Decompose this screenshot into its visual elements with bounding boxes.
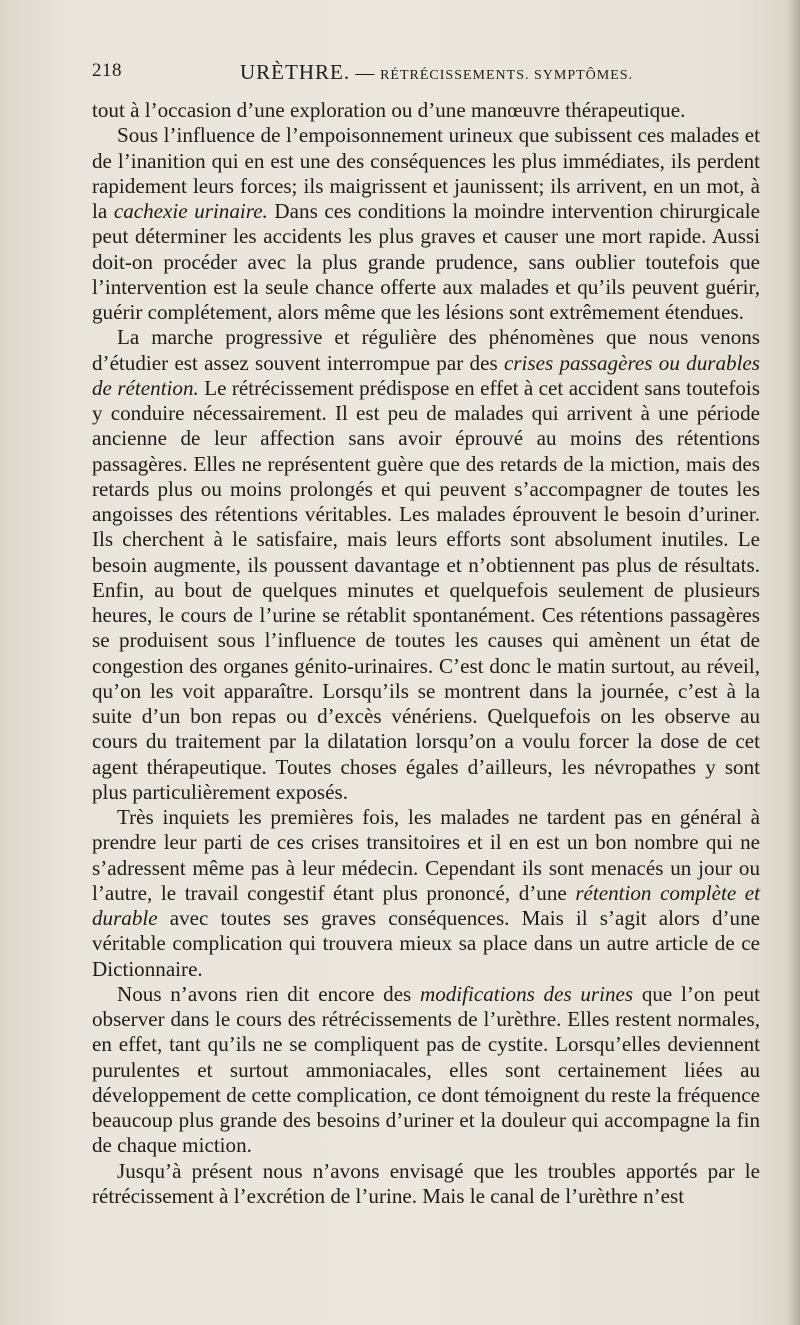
header-subtitle: RÉTRÉCISSEMENTS. SYMPTÔMES. bbox=[380, 68, 634, 83]
text-run: La marche progressive et régulière des phénomènes que nous venons d’étudier est assez souvent interrompue par des bbox=[92, 325, 760, 375]
italic-term: rétention complète et durable bbox=[92, 880, 761, 930]
paragraph bbox=[92, 123, 760, 325]
text-run: Dans ces conditions la moindre intervention chirurgicale peut déterminer les accidents les plus graves et causer une mort rapide. Aussi doit-on procéder avec la plus grande prudence, sans oublier toutefois que l’intervention est la seule chance offerte aux malades et qu’ils peuvent guérir, guérir complétement, alors même que les lésions sont extrêmement étendues. bbox=[92, 199, 760, 324]
running-title bbox=[240, 60, 633, 85]
text-run: tout à l’occasion d’une exploration ou d’une manœuvre thérapeutique. bbox=[92, 98, 686, 122]
body-text bbox=[92, 98, 760, 1209]
text-run: Le rétrécissement prédispose en effet à cet accident sans toutefois y conduire nécessairement. Il est peu de malades qui arrivent à une période ancienne de leur affection sans avoir éprouvé au moins des rétentions passagères. Elles ne représentent guère que des retards de la miction, mais des retards plus ou moins prolongés et qui peuvent s’accompagner de toutes les angoisses des rétentions véritables. Les malades éprouvent le besoin d’uriner. Ils cherchent à le satisfaire, mais leurs efforts sont absolument inutiles. Le besoin augmente, ils poussent davantage et n’obtiennent pas plus de résultats. Enfin, au bout de quelques minutes et quelquefois seulement de plusieurs heures, le cours de l’urine se rétablit spontanément. Ces rétentions passagères se produisent sous l’influence de toutes les causes qui amènent un état de congestion des organes génito-urinaires. C’est donc le matin surtout, au réveil, qu’on les voit apparaître. Lorsqu’ils se montrent dans la journée, c’est à la suite d’un bon repas ou d’excès vénériens. Quelquefois on les observe au cours du traitement par la dilatation lorsqu’on a voulu forcer la dose de cet agent thérapeutique. Toutes choses égales d’ailleurs, les névropathes y sont plus particulièrement exposés. bbox=[92, 375, 760, 804]
text-run: Sous l’influence de l’empoisonnement urineux que subissent ces malades et de l’inanition qui en est une des conséquences les plus immédiates, ils perdent rapidement leurs forces; ils maigrissent et jaunissent; ils arrivent, en un mot, à la bbox=[92, 123, 760, 223]
paragraph-continued bbox=[92, 98, 760, 123]
page-edge-shadow bbox=[786, 0, 800, 1325]
paragraph bbox=[92, 805, 760, 982]
header-title: URÈTHRE. bbox=[240, 60, 351, 84]
italic-term: crises passagères ou durables de rétention. bbox=[92, 350, 761, 400]
italic-term: modifications des urines bbox=[419, 981, 634, 1006]
italic-term: cachexie urinaire. bbox=[113, 199, 268, 223]
text-run: Très inquiets les premières fois, les malades ne tardent pas en général à prendre leur parti de ces crises transitoires et il en est un bon nombre qui ne s’adressent même pas à leur médecin. Cependant ils sont menacés un jour ou l’autre, le travail congestif étant plus prononcé, d’une bbox=[92, 805, 760, 905]
paragraph bbox=[92, 982, 760, 1159]
text-run: que l’on peut observer dans le cours des rétrécissements de l’urèthre. Elles restent normales, en effet, tant qu’ils ne se compliquent pas de cystite. Lorsqu’elles deviennent purulentes et surtout ammoniacales, elles sont certainement liées au développement de cette complication, ce dont témoignent du reste la fréquence beaucoup plus grande des besoins d’uriner et la douleur qui accompagne la fin de chaque miction. bbox=[92, 981, 760, 1158]
page-number: 218 bbox=[92, 60, 122, 81]
header-separator: — bbox=[355, 63, 375, 84]
paragraph bbox=[92, 325, 760, 805]
running-header bbox=[92, 60, 762, 88]
text-run: Nous n’avons rien dit encore des bbox=[117, 981, 420, 1006]
text-run: avec toutes ses graves conséquences. Mais il s’agit alors d’une véritable complication qui trouvera mieux sa place dans un autre article de ce Dictionnaire. bbox=[92, 906, 760, 981]
text-run: Jusqu’à présent nous n’avons envisagé que les troubles apportés par le rétrécissement à l’excrétion de l’urine. Mais le canal de l’urèthre n’est bbox=[92, 1158, 760, 1208]
paragraph bbox=[92, 1159, 760, 1210]
